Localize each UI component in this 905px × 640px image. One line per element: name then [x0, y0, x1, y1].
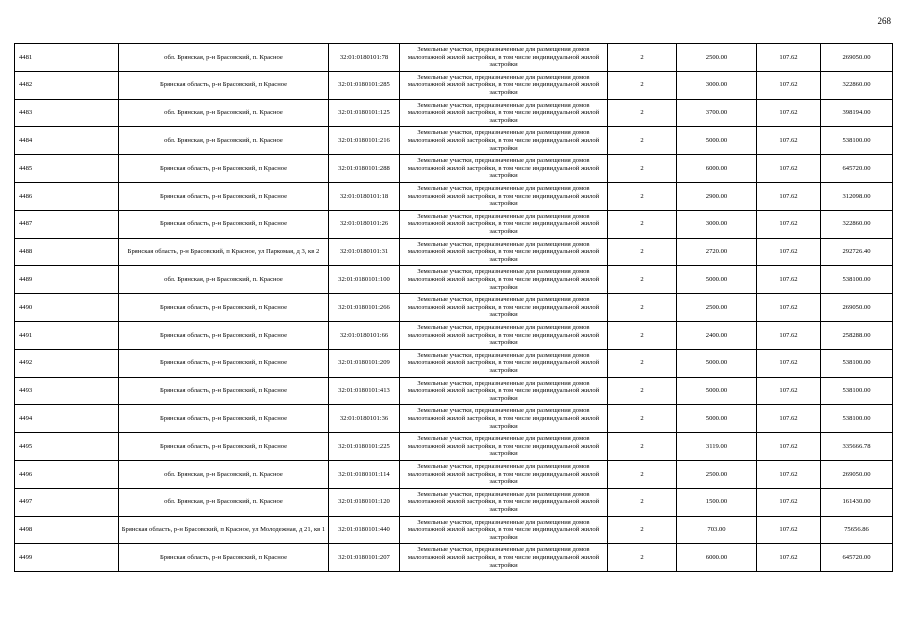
row-number-cell: 4487	[15, 210, 119, 238]
table-body	[15, 44, 893, 572]
cadastral-value-cell: 269050.00	[821, 460, 893, 488]
specific-value-cell: 107.62	[757, 44, 821, 72]
table-row	[15, 377, 893, 405]
land-use-cell: Земельные участки, предназначенные для размещения домов малоэтажной жилой застройки, в том числе индивидуальной жилой застройки	[400, 210, 608, 238]
specific-value-cell: 107.62	[757, 266, 821, 294]
cadastral-value-table	[14, 43, 893, 572]
table-row	[15, 294, 893, 322]
group-cell: 2	[608, 516, 677, 544]
page-number: 268	[877, 16, 891, 26]
row-number-cell: 4490	[15, 294, 119, 322]
group-cell: 2	[608, 321, 677, 349]
cadastral-number-cell: 32:01:0180101:125	[329, 99, 400, 127]
cadastral-value-cell: 258288.00	[821, 321, 893, 349]
cadastral-value-cell: 398194.00	[821, 99, 893, 127]
cadastral-value-cell: 312098.00	[821, 182, 893, 210]
table-row	[15, 238, 893, 266]
land-use-cell: Земельные участки, предназначенные для размещения домов малоэтажной жилой застройки, в том числе индивидуальной жилой застройки	[400, 155, 608, 183]
table-row	[15, 405, 893, 433]
table-row	[15, 182, 893, 210]
specific-value-cell: 107.62	[757, 210, 821, 238]
land-use-cell: Земельные участки, предназначенные для размещения домов малоэтажной жилой застройки, в том числе индивидуальной жилой застройки	[400, 266, 608, 294]
cadastral-value-cell: 292726.40	[821, 238, 893, 266]
cadastral-number-cell: 32:01:0180101:207	[329, 544, 400, 572]
row-number-cell: 4497	[15, 488, 119, 516]
table-row	[15, 488, 893, 516]
land-use-cell: Земельные участки, предназначенные для размещения домов малоэтажной жилой застройки, в том числе индивидуальной жилой застройки	[400, 99, 608, 127]
address-cell: обл. Брянская, р-н Брасовский, п. Красное	[119, 99, 329, 127]
area-cell: 5000.00	[677, 266, 757, 294]
area-cell: 6000.00	[677, 155, 757, 183]
table-row	[15, 155, 893, 183]
table-row	[15, 349, 893, 377]
cadastral-number-cell: 32:01:0180101:120	[329, 488, 400, 516]
table-row	[15, 433, 893, 461]
address-cell: обл. Брянская, р-н Брасовский, п. Красное	[119, 44, 329, 72]
specific-value-cell: 107.62	[757, 460, 821, 488]
specific-value-cell: 107.62	[757, 238, 821, 266]
area-cell: 2500.00	[677, 44, 757, 72]
group-cell: 2	[608, 99, 677, 127]
specific-value-cell: 107.62	[757, 127, 821, 155]
cadastral-value-cell: 335666.78	[821, 433, 893, 461]
cadastral-number-cell: 32:01:0180101:26	[329, 210, 400, 238]
table-row	[15, 210, 893, 238]
group-cell: 2	[608, 377, 677, 405]
group-cell: 2	[608, 44, 677, 72]
group-cell: 2	[608, 460, 677, 488]
group-cell: 2	[608, 405, 677, 433]
land-use-cell: Земельные участки, предназначенные для размещения домов малоэтажной жилой застройки, в том числе индивидуальной жилой застройки	[400, 544, 608, 572]
area-cell: 3000.00	[677, 71, 757, 99]
land-use-cell: Земельные участки, предназначенные для размещения домов малоэтажной жилой застройки, в том числе индивидуальной жилой застройки	[400, 488, 608, 516]
group-cell: 2	[608, 182, 677, 210]
cadastral-value-cell: 269050.00	[821, 44, 893, 72]
address-cell: обл. Брянская, р-н Брасовский, п. Красное	[119, 488, 329, 516]
cadastral-number-cell: 32:01:0180101:216	[329, 127, 400, 155]
specific-value-cell: 107.62	[757, 516, 821, 544]
specific-value-cell: 107.62	[757, 405, 821, 433]
cadastral-value-cell: 75656.86	[821, 516, 893, 544]
group-cell: 2	[608, 488, 677, 516]
cadastral-value-cell: 538100.00	[821, 377, 893, 405]
cadastral-number-cell: 32:01:0180101:114	[329, 460, 400, 488]
row-number-cell: 4481	[15, 44, 119, 72]
row-number-cell: 4495	[15, 433, 119, 461]
specific-value-cell: 107.62	[757, 155, 821, 183]
group-cell: 2	[608, 127, 677, 155]
area-cell: 3000.00	[677, 210, 757, 238]
land-use-cell: Земельные участки, предназначенные для размещения домов малоэтажной жилой застройки, в том числе индивидуальной жилой застройки	[400, 44, 608, 72]
land-use-cell: Земельные участки, предназначенные для размещения домов малоэтажной жилой застройки, в том числе индивидуальной жилой застройки	[400, 127, 608, 155]
address-cell: обл. Брянская, р-н Брасовский, п. Красное	[119, 266, 329, 294]
address-cell: Брянская область, р-н Брасовский, п Красное	[119, 349, 329, 377]
row-number-cell: 4492	[15, 349, 119, 377]
group-cell: 2	[608, 71, 677, 99]
row-number-cell: 4482	[15, 71, 119, 99]
row-number-cell: 4494	[15, 405, 119, 433]
cadastral-number-cell: 32:01:0180101:288	[329, 155, 400, 183]
area-cell: 3700.00	[677, 99, 757, 127]
cadastral-number-cell: 32:01:0180101:225	[329, 433, 400, 461]
group-cell: 2	[608, 238, 677, 266]
row-number-cell: 4486	[15, 182, 119, 210]
cadastral-number-cell: 32:01:0180101:209	[329, 349, 400, 377]
table-row	[15, 127, 893, 155]
cadastral-value-cell: 645720.00	[821, 155, 893, 183]
cadastral-value-cell: 645720.00	[821, 544, 893, 572]
row-number-cell: 4499	[15, 544, 119, 572]
area-cell: 2500.00	[677, 460, 757, 488]
area-cell: 5000.00	[677, 349, 757, 377]
address-cell: Брянская область, р-н Брасовский, п Красное	[119, 294, 329, 322]
address-cell: Брянская область, р-н Брасовский, п Красное	[119, 405, 329, 433]
row-number-cell: 4483	[15, 99, 119, 127]
address-cell: обл. Брянская, р-н Брасовский, п. Красное	[119, 127, 329, 155]
specific-value-cell: 107.62	[757, 433, 821, 461]
address-cell: Брянская область, р-н Брасовский, п Красное	[119, 210, 329, 238]
cadastral-number-cell: 32:01:0180101:18	[329, 182, 400, 210]
area-cell: 2720.00	[677, 238, 757, 266]
cadastral-value-cell: 322860.00	[821, 71, 893, 99]
area-cell: 5000.00	[677, 405, 757, 433]
cadastral-number-cell: 32:01:0180101:100	[329, 266, 400, 294]
address-cell: Брянская область, р-н Брасовский, п Красное	[119, 71, 329, 99]
area-cell: 703.00	[677, 516, 757, 544]
row-number-cell: 4489	[15, 266, 119, 294]
area-cell: 5000.00	[677, 127, 757, 155]
area-cell: 1500.00	[677, 488, 757, 516]
cadastral-number-cell: 32:01:0180101:285	[329, 71, 400, 99]
land-use-cell: Земельные участки, предназначенные для размещения домов малоэтажной жилой застройки, в том числе индивидуальной жилой застройки	[400, 294, 608, 322]
group-cell: 2	[608, 294, 677, 322]
row-number-cell: 4493	[15, 377, 119, 405]
group-cell: 2	[608, 210, 677, 238]
address-cell: Брянская область, р-н Брасовский, п Красное	[119, 182, 329, 210]
specific-value-cell: 107.62	[757, 488, 821, 516]
area-cell: 5000.00	[677, 377, 757, 405]
specific-value-cell: 107.62	[757, 321, 821, 349]
group-cell: 2	[608, 544, 677, 572]
address-cell: Брянская область, р-н Брасовский, п Красное	[119, 155, 329, 183]
cadastral-number-cell: 32:01:0180101:78	[329, 44, 400, 72]
row-number-cell: 4484	[15, 127, 119, 155]
address-cell: Брянская область, р-н Брасовский, п Красное	[119, 433, 329, 461]
land-use-cell: Земельные участки, предназначенные для размещения домов малоэтажной жилой застройки, в том числе индивидуальной жилой застройки	[400, 321, 608, 349]
land-use-cell: Земельные участки, предназначенные для размещения домов малоэтажной жилой застройки, в том числе индивидуальной жилой застройки	[400, 349, 608, 377]
land-use-cell: Земельные участки, предназначенные для размещения домов малоэтажной жилой застройки, в том числе индивидуальной жилой застройки	[400, 460, 608, 488]
table-row	[15, 99, 893, 127]
land-use-cell: Земельные участки, предназначенные для размещения домов малоэтажной жилой застройки, в том числе индивидуальной жилой застройки	[400, 516, 608, 544]
land-use-cell: Земельные участки, предназначенные для размещения домов малоэтажной жилой застройки, в том числе индивидуальной жилой застройки	[400, 71, 608, 99]
group-cell: 2	[608, 433, 677, 461]
cadastral-number-cell: 32:01:0180101:413	[329, 377, 400, 405]
table-row	[15, 266, 893, 294]
area-cell: 2900.00	[677, 182, 757, 210]
cadastral-number-cell: 32:01:0180101:31	[329, 238, 400, 266]
cadastral-number-cell: 32:01:0180101:266	[329, 294, 400, 322]
cadastral-value-cell: 538100.00	[821, 405, 893, 433]
address-cell: Брянская область, р-н Брасовский, п Красное, ул Молодежная, д 21, кв 1	[119, 516, 329, 544]
specific-value-cell: 107.62	[757, 294, 821, 322]
table-row	[15, 321, 893, 349]
land-use-cell: Земельные участки, предназначенные для размещения домов малоэтажной жилой застройки, в том числе индивидуальной жилой застройки	[400, 182, 608, 210]
row-number-cell: 4485	[15, 155, 119, 183]
address-cell: Брянская область, р-н Брасовский, п Красное	[119, 377, 329, 405]
land-use-cell: Земельные участки, предназначенные для размещения домов малоэтажной жилой застройки, в том числе индивидуальной жилой застройки	[400, 238, 608, 266]
land-use-cell: Земельные участки, предназначенные для размещения домов малоэтажной жилой застройки, в том числе индивидуальной жилой застройки	[400, 377, 608, 405]
table-row	[15, 544, 893, 572]
table-row	[15, 44, 893, 72]
group-cell: 2	[608, 349, 677, 377]
specific-value-cell: 107.62	[757, 71, 821, 99]
address-cell: Брянская область, р-н Брасовский, п Красное	[119, 321, 329, 349]
area-cell: 6000.00	[677, 544, 757, 572]
cadastral-number-cell: 32:01:0180101:36	[329, 405, 400, 433]
address-cell: Брянская область, р-н Брасовский, п Красное, ул Паркомая, д 3, кв 2	[119, 238, 329, 266]
area-cell: 2500.00	[677, 294, 757, 322]
specific-value-cell: 107.62	[757, 99, 821, 127]
cadastral-value-cell: 538100.00	[821, 127, 893, 155]
cadastral-value-cell: 322860.00	[821, 210, 893, 238]
group-cell: 2	[608, 155, 677, 183]
specific-value-cell: 107.62	[757, 544, 821, 572]
group-cell: 2	[608, 266, 677, 294]
cadastral-value-cell: 269050.00	[821, 294, 893, 322]
cadastral-value-cell: 538100.00	[821, 266, 893, 294]
table-row	[15, 516, 893, 544]
row-number-cell: 4488	[15, 238, 119, 266]
row-number-cell: 4496	[15, 460, 119, 488]
land-use-cell: Земельные участки, предназначенные для размещения домов малоэтажной жилой застройки, в том числе индивидуальной жилой застройки	[400, 433, 608, 461]
cadastral-value-cell: 161430.00	[821, 488, 893, 516]
specific-value-cell: 107.62	[757, 377, 821, 405]
address-cell: Брянская область, р-н Брасовский, п Красное	[119, 544, 329, 572]
table-row	[15, 460, 893, 488]
cadastral-number-cell: 32:01:0180101:66	[329, 321, 400, 349]
row-number-cell: 4491	[15, 321, 119, 349]
specific-value-cell: 107.62	[757, 182, 821, 210]
area-cell: 3119.00	[677, 433, 757, 461]
address-cell: обл. Брянская, р-н Брасовский, п. Красное	[119, 460, 329, 488]
land-use-cell: Земельные участки, предназначенные для размещения домов малоэтажной жилой застройки, в том числе индивидуальной жилой застройки	[400, 405, 608, 433]
cadastral-number-cell: 32:01:0180101:440	[329, 516, 400, 544]
area-cell: 2400.00	[677, 321, 757, 349]
row-number-cell: 4498	[15, 516, 119, 544]
specific-value-cell: 107.62	[757, 349, 821, 377]
table-row	[15, 71, 893, 99]
cadastral-value-cell: 538100.00	[821, 349, 893, 377]
